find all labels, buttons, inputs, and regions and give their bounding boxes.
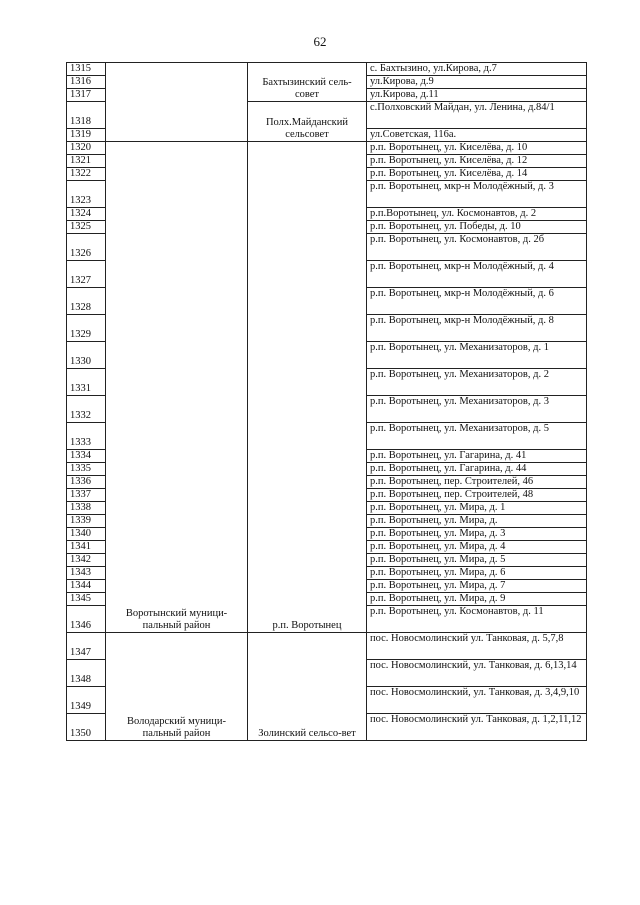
address-cell: р.п.Воротынец, ул. Космонавтов, д. 2: [367, 208, 587, 221]
row-number: 1318: [67, 102, 106, 129]
address-cell: р.п. Воротынец, ул. Механизаторов, д. 1: [367, 342, 587, 369]
address-cell: р.п. Воротынец, ул. Космонавтов, д. 2б: [367, 234, 587, 261]
row-number: 1334: [67, 450, 106, 463]
row-number: 1344: [67, 580, 106, 593]
row-number: 1319: [67, 129, 106, 142]
address-cell: р.п. Воротынец, ул. Механизаторов, д. 2: [367, 369, 587, 396]
address-cell: р.п. Воротынец, ул. Гагарина, д. 41: [367, 450, 587, 463]
row-number: 1315: [67, 63, 106, 76]
address-cell: пос. Новосмолинский, ул. Танковая, д. 6,13,14: [367, 660, 587, 687]
table-row: [67, 633, 587, 660]
row-number: 1331: [67, 369, 106, 396]
page-number: 62: [313, 34, 327, 49]
district-cell: Воротынский муници-пальный район: [106, 142, 248, 633]
row-number: 1327: [67, 261, 106, 288]
address-cell: р.п. Воротынец, пер. Строителей, 48: [367, 489, 587, 502]
address-cell: пос. Новосмолинский ул. Танковая, д. 1,2,11,12: [367, 714, 587, 741]
address-cell: ул.Кирова, д.11: [367, 89, 587, 102]
address-cell: р.п. Воротынец, пер. Строителей, 46: [367, 476, 587, 489]
address-cell: р.п. Воротынец, ул. Киселёва, д. 12: [367, 155, 587, 168]
address-cell: р.п. Воротынец, мкр-н Молодёжный, д. 4: [367, 261, 587, 288]
address-cell: р.п. Воротынец, мкр-н Молодёжный, д. 8: [367, 315, 587, 342]
row-number: 1321: [67, 155, 106, 168]
row-number: 1330: [67, 342, 106, 369]
row-number: 1341: [67, 541, 106, 554]
district-cell-empty: [106, 63, 248, 142]
row-number: 1350: [67, 714, 106, 741]
address-cell: р.п. Воротынец, ул. Мира, д. 5: [367, 554, 587, 567]
settlement-cell: Бахтызинский сель-совет: [248, 63, 367, 102]
address-cell: с.Полховский Майдан, ул. Ленина, д.84/1: [367, 102, 587, 129]
row-number: 1340: [67, 528, 106, 541]
row-number: 1322: [67, 168, 106, 181]
address-cell: р.п. Воротынец, ул. Мира, д. 9: [367, 593, 587, 606]
row-number: 1317: [67, 89, 106, 102]
settlement-cell: Полх.Майданский сельсовет: [248, 102, 367, 142]
row-number: 1316: [67, 76, 106, 89]
address-cell: р.п. Воротынец, ул. Мира, д. 4: [367, 541, 587, 554]
row-number: 1337: [67, 489, 106, 502]
row-number: 1332: [67, 396, 106, 423]
row-number: 1335: [67, 463, 106, 476]
row-number: 1338: [67, 502, 106, 515]
address-cell: р.п. Воротынец, ул. Мира, д. 7: [367, 580, 587, 593]
address-cell: ул.Кирова, д.9: [367, 76, 587, 89]
row-number: 1349: [67, 687, 106, 714]
row-number: 1320: [67, 142, 106, 155]
address-cell: р.п. Воротынец, мкр-н Молодёжный, д. 3: [367, 181, 587, 208]
address-cell: ул.Советская, 116а.: [367, 129, 587, 142]
address-cell: р.п. Воротынец, ул. Мира, д. 6: [367, 567, 587, 580]
address-table: [66, 62, 587, 741]
row-number: 1325: [67, 221, 106, 234]
row-number: 1326: [67, 234, 106, 261]
row-number: 1342: [67, 554, 106, 567]
row-number: 1329: [67, 315, 106, 342]
row-number: 1324: [67, 208, 106, 221]
table-row: [67, 142, 587, 155]
row-number: 1323: [67, 181, 106, 208]
district-cell: Володарский муници-пальный район: [106, 633, 248, 741]
row-number: 1328: [67, 288, 106, 315]
address-cell: р.п. Воротынец, ул. Победы, д. 10: [367, 221, 587, 234]
address-cell: р.п. Воротынец, ул. Мира, д.: [367, 515, 587, 528]
row-number: 1348: [67, 660, 106, 687]
settlement-cell: Золинский сельсо-вет: [248, 633, 367, 741]
address-cell: с. Бахтызино, ул.Кирова, д.7: [367, 63, 587, 76]
address-cell: р.п. Воротынец, ул. Мира, д. 3: [367, 528, 587, 541]
address-cell: р.п. Воротынец, ул. Механизаторов, д. 3: [367, 396, 587, 423]
address-cell: пос. Новосмолинский, ул. Танковая, д. 3,4,9,10: [367, 687, 587, 714]
address-cell: р.п. Воротынец, ул. Мира, д. 1: [367, 502, 587, 515]
row-number: 1345: [67, 593, 106, 606]
row-number: 1347: [67, 633, 106, 660]
address-cell: р.п. Воротынец, ул. Киселёва, д. 14: [367, 168, 587, 181]
address-cell: р.п. Воротынец, мкр-н Молодёжный, д. 6: [367, 288, 587, 315]
settlement-cell: р.п. Воротынец: [248, 142, 367, 633]
address-cell: р.п. Воротынец, ул. Киселёва, д. 10: [367, 142, 587, 155]
address-cell: р.п. Воротынец, ул. Механизаторов, д. 5: [367, 423, 587, 450]
row-number: 1333: [67, 423, 106, 450]
row-number: 1336: [67, 476, 106, 489]
address-cell: пос. Новосмолинский ул. Танковая, д. 5,7,8: [367, 633, 587, 660]
address-cell: р.п. Воротынец, ул. Гагарина, д. 44: [367, 463, 587, 476]
row-number: 1343: [67, 567, 106, 580]
address-cell: р.п. Воротынец, ул. Космонавтов, д. 11: [367, 606, 587, 633]
row-number: 1339: [67, 515, 106, 528]
row-number: 1346: [67, 606, 106, 633]
table-row: [67, 63, 587, 76]
